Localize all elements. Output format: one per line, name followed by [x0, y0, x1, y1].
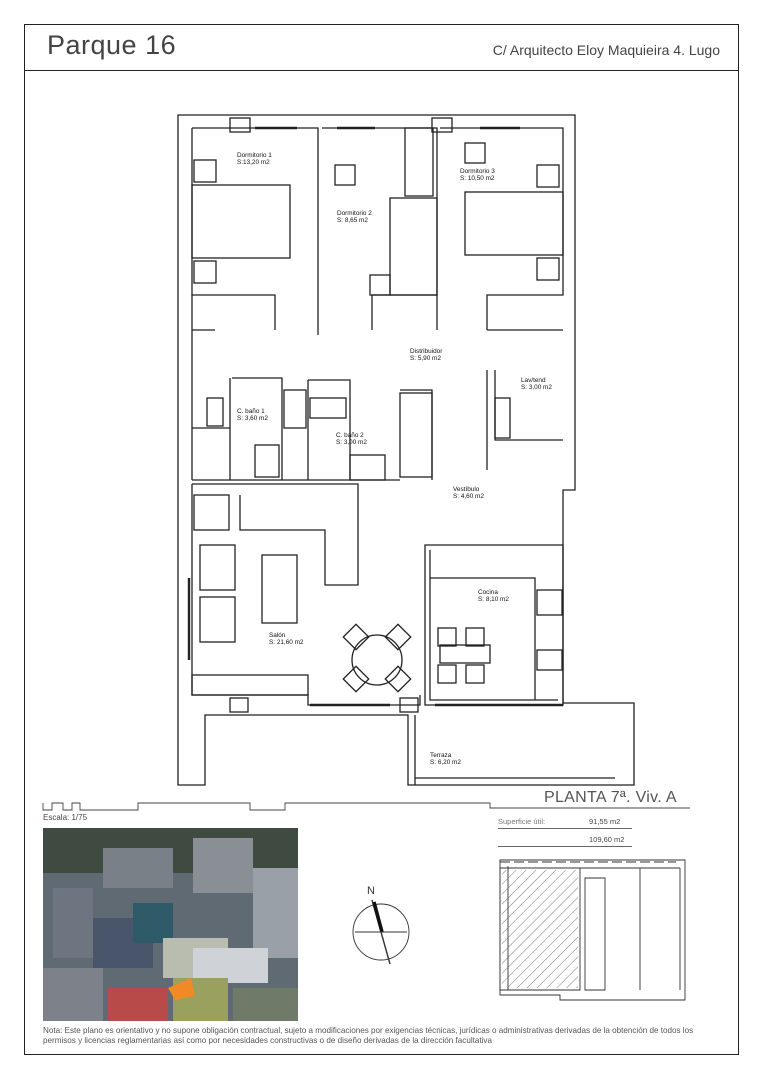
inner-wall [430, 550, 558, 700]
room-label: C. baño 2 S: 3,00 m2 [336, 432, 367, 447]
area-rule [498, 828, 632, 829]
sofa [200, 545, 235, 590]
room-label: Vestíbulo S: 4,60 m2 [453, 486, 484, 501]
round-table [352, 635, 402, 685]
inner-wall [372, 295, 437, 330]
north-label: N [367, 885, 375, 897]
inner-wall [487, 330, 563, 470]
scale-label: Escala: 1/75 [43, 813, 88, 822]
room-label: Dormitorio 2 S: 8,65 m2 [337, 210, 372, 225]
inner-wall [192, 484, 420, 705]
room-label: Distribuidor S: 5,90 m2 [410, 348, 443, 363]
room-label: Terraza S: 6,20 m2 [430, 752, 461, 767]
room-label: Salón S: 21,60 m2 [269, 632, 304, 647]
built-area-value: 109,60 m2 [589, 835, 625, 844]
inner-wall [415, 715, 615, 785]
north-compass-icon [353, 900, 409, 964]
room-label: Lav/tend S: 3,00 m2 [521, 377, 552, 392]
bed-1 [192, 185, 290, 258]
dining-table [440, 645, 490, 663]
useful-area-value: 91,55 m2 [589, 817, 621, 826]
inner-wall [425, 545, 563, 705]
useful-area-label: Superficie útil: [498, 817, 546, 826]
inner-wall [192, 295, 215, 480]
room-label: Cocina S: 8,10 m2 [478, 589, 509, 604]
inner-wall [192, 390, 432, 480]
bed-3 [465, 192, 563, 255]
coffee-table [262, 555, 297, 623]
project-address: C/ Arquitecto Eloy Maquieira 4. Lugo [492, 42, 720, 58]
bed-2 [390, 198, 437, 295]
room-label: Dormitorio 1 S:13,20 m2 [237, 152, 272, 167]
project-title: Parque 16 [47, 30, 177, 60]
room-label: C. baño 1 S: 3,60 m2 [237, 408, 268, 423]
floor-title: PLANTA 7ª. Viv. A [544, 789, 677, 806]
inner-wall [192, 378, 230, 480]
aerial-photo [43, 828, 298, 1021]
room-label: Dormitorio 3 S: 10,50 m2 [460, 168, 495, 183]
area-rule [498, 846, 632, 847]
key-plan-highlight [502, 870, 578, 988]
inner-wall [232, 378, 350, 480]
disclaimer-note: Nota: Este plano es orientativo y no supone obligación contractual, sujeto a modificaciones por exigencias técnicas, jurídicas o administrativas derivadas de la obtención de todos los permisos y licencias reglamentarias así como por necesidades constructivas o de diseño derivadas de la dirección facultativa [43, 1026, 694, 1046]
